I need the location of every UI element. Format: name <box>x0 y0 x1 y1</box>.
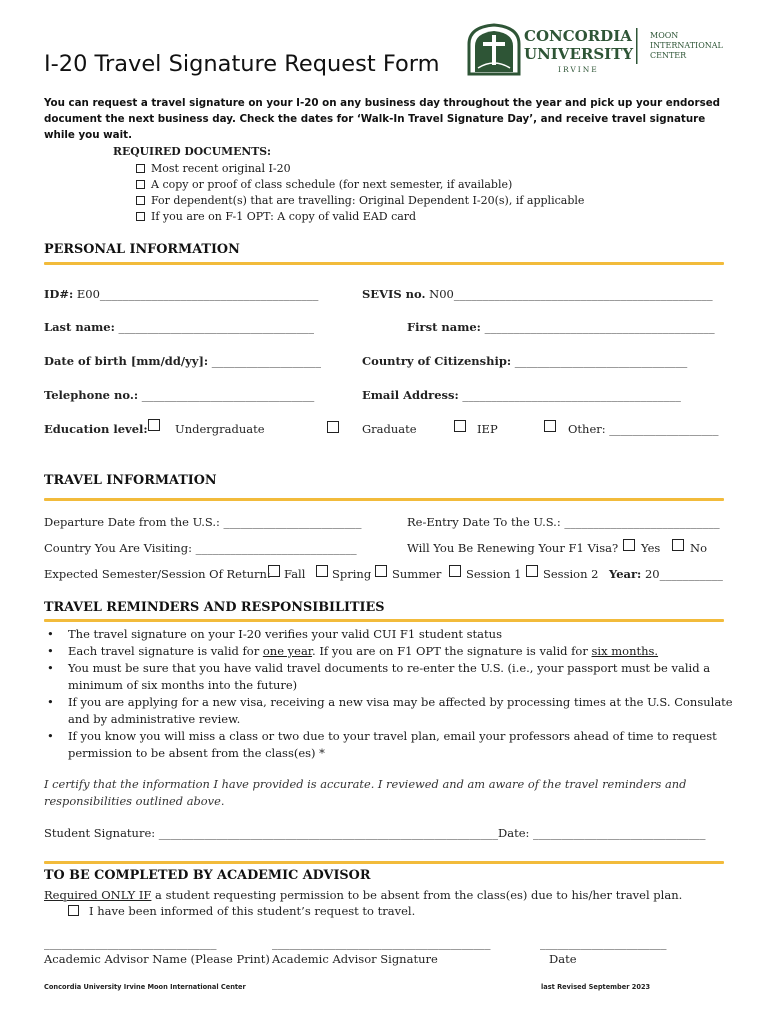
advisor-date-line[interactable]: ______________________ <box>540 936 667 950</box>
session2-checkbox[interactable] <box>526 565 538 577</box>
advisor-name-line[interactable]: ______________________________ <box>44 936 217 950</box>
session1-label: Session 1 <box>466 567 522 581</box>
other-checkbox[interactable] <box>544 420 556 432</box>
list-item: Most recent original I-20 <box>136 161 584 177</box>
svg-text:CENTER: CENTER <box>650 51 687 60</box>
return-semester-label: Expected Semester/Session Of Return: <box>44 567 271 581</box>
list-item: A copy or proof of class schedule (for next semester, if available) <box>136 177 584 193</box>
list-item: For dependent(s) that are travelling: Original Dependent I-20(s), if applicable <box>136 193 584 209</box>
spring-checkbox[interactable] <box>316 565 328 577</box>
advisor-signature-label: Academic Advisor Signature <box>272 952 438 966</box>
last-name-field[interactable]: Last name: __________________________________ <box>44 320 315 334</box>
checkbox[interactable] <box>136 180 145 189</box>
email-field[interactable]: Email Address: ______________________________________ <box>362 388 681 402</box>
required-documents-list <box>136 161 584 225</box>
first-name-field[interactable]: First name: ________________________________________ <box>407 320 715 334</box>
section-divider <box>44 861 724 864</box>
section-divider <box>44 498 724 501</box>
telephone-field[interactable]: Telephone no.: ______________________________ <box>44 388 315 402</box>
personal-info-title: PERSONAL INFORMATION <box>44 242 240 257</box>
other-field[interactable]: Other: ___________________ <box>568 422 719 436</box>
graduate-checkbox[interactable] <box>327 421 339 433</box>
session2-label: Session 2 <box>543 567 599 581</box>
informed-checkbox[interactable] <box>68 905 79 916</box>
section-divider <box>44 619 724 622</box>
graduate-label: Graduate <box>362 422 417 436</box>
checkbox[interactable] <box>136 196 145 205</box>
travel-info-title: TRAVEL INFORMATION <box>44 473 217 488</box>
svg-text:INTERNATIONAL: INTERNATIONAL <box>650 41 723 50</box>
year-field[interactable]: Year: 20___________ <box>609 567 723 581</box>
intro-text: You can request a travel signature on your I-20 on any business day throughout the year and pick up your endorsed document the next business day. Check the dates for ‘Walk-In Travel Signature Day’, and receive travel signature while you wait. <box>44 97 721 141</box>
list-item: • If you are applying for a new visa, receiving a new visa may be affected by processing times at the U.S. Consulate and by administrative review. <box>47 695 733 726</box>
student-signature-field[interactable]: Student Signature: ___________________________________________________________ <box>44 826 499 840</box>
svg-text:MOON: MOON <box>650 31 679 40</box>
page-title: I-20 Travel Signature Request Form <box>44 51 440 77</box>
certification-statement: I certify that the information I have provided is accurate. I reviewed and am aware of the travel reminders and responsibilities outlined above. <box>44 777 687 808</box>
undergraduate-label: Undergraduate <box>175 422 265 436</box>
advisor-requirement-note: Required ONLY IF a student requesting permission to be absent from the class(es) due to his/her travel plan. <box>44 888 683 902</box>
footer-organization: Concordia University Irvine Moon International Center <box>44 983 246 991</box>
advisor-date-label: Date <box>549 952 577 966</box>
renew-no-checkbox[interactable] <box>672 539 684 551</box>
footer-revision: last Revised September 2023 <box>541 983 651 991</box>
reentry-date-field[interactable]: Re-Entry Date To the U.S.: ___________________________ <box>407 515 720 529</box>
list-item: If you are on F-1 OPT: A copy of valid EAD card <box>136 209 584 225</box>
svg-text:IRVINE: IRVINE <box>558 65 599 74</box>
list-item: • Each travel signature is valid for one year. If you are on F1 OPT the signature is valid for six months. <box>47 644 659 658</box>
list-item: • If you know you will miss a class or two due to your travel plan, email your professors ahead of time to request permission to be absent from the class(es) * <box>47 729 717 760</box>
advisor-informed-item: I have been informed of this student’s request to travel. <box>68 904 415 918</box>
summer-checkbox[interactable] <box>375 565 387 577</box>
student-date-field[interactable]: Date: ______________________________ <box>498 826 706 840</box>
education-level-label: Education level: <box>44 422 148 436</box>
advisor-section-title: TO BE COMPLETED BY ACADEMIC ADVISOR <box>44 868 371 883</box>
spring-label: Spring <box>332 567 372 581</box>
dob-field[interactable]: Date of birth [mm/dd/yy]: ___________________ <box>44 354 322 368</box>
renew-yes-checkbox[interactable] <box>623 539 635 551</box>
undergraduate-checkbox[interactable] <box>148 419 160 431</box>
advisor-signature-line[interactable]: ______________________________________ <box>272 936 491 950</box>
fall-checkbox[interactable] <box>268 565 280 577</box>
fall-label: Fall <box>284 567 306 581</box>
reminders-title: TRAVEL REMINDERS AND RESPONSIBILITIES <box>44 600 385 615</box>
renew-visa-label: Will You Be Renewing Your F1 Visa? <box>407 541 619 555</box>
svg-text:CONCORDIA: CONCORDIA <box>524 27 632 45</box>
advisor-name-label: Academic Advisor Name (Please Print) <box>44 952 270 966</box>
departure-date-field[interactable]: Departure Date from the U.S.: ________________________ <box>44 515 362 529</box>
country-visiting-field[interactable]: Country You Are Visiting: ____________________________ <box>44 541 357 555</box>
required-documents-title: REQUIRED DOCUMENTS: <box>113 145 272 158</box>
sevis-field[interactable]: SEVIS no. N00_____________________________________________ <box>362 287 713 301</box>
checkbox[interactable] <box>136 164 145 173</box>
iep-checkbox[interactable] <box>454 420 466 432</box>
session1-checkbox[interactable] <box>449 565 461 577</box>
renew-yes-label: Yes <box>641 541 661 555</box>
checkbox[interactable] <box>136 212 145 221</box>
section-divider <box>44 262 724 265</box>
citizenship-field[interactable]: Country of Citizenship: ______________________________ <box>362 354 688 368</box>
list-item: • The travel signature on your I-20 verifies your valid CUI F1 student status <box>47 627 502 641</box>
summer-label: Summer <box>392 567 442 581</box>
concordia-logo <box>466 22 728 76</box>
iep-label: IEP <box>477 422 498 436</box>
reminders-list <box>44 626 734 762</box>
svg-text:UNIVERSITY: UNIVERSITY <box>524 45 634 63</box>
id-field[interactable]: ID#: E00______________________________________ <box>44 287 319 301</box>
list-item: • You must be sure that you have valid travel documents to re-enter the U.S. (i.e., your passport must be valid a minimum of six months into the future) <box>47 661 711 692</box>
renew-no-label: No <box>690 541 707 555</box>
